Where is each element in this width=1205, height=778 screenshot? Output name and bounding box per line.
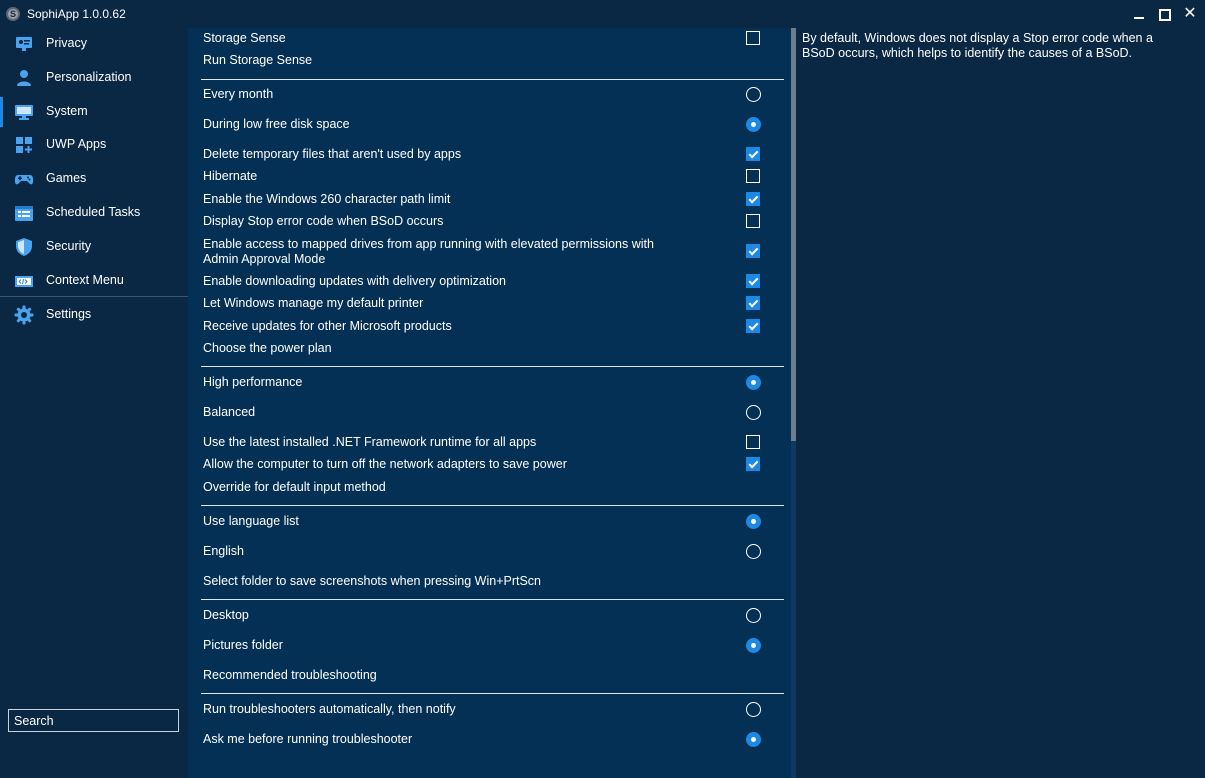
apps-icon [14, 135, 34, 155]
sidebar-item-label: Personalization [46, 70, 132, 84]
setting-label: Enable the Windows 260 character path limit [203, 192, 451, 206]
setting-label: Display Stop error code when BSoD occurs [203, 214, 444, 228]
checkbox-hibernate[interactable] [746, 169, 760, 183]
setting-label: High performance [203, 375, 303, 389]
checkbox-storage-sense[interactable] [746, 31, 760, 45]
setting-label: Use the latest installed .NET Framework runtime for all apps [203, 435, 537, 449]
radio-run-troubleshooters[interactable] [746, 702, 761, 717]
checkbox-delivery-optimization[interactable] [746, 274, 760, 288]
search-input[interactable] [8, 709, 179, 732]
close-icon: ✕ [1183, 5, 1197, 22]
section-header-run-storage-sense: Run Storage Sense [203, 53, 313, 67]
setting-label: Delete temporary files that aren't used by apps [203, 147, 462, 161]
sidebar-item-privacy[interactable] [0, 29, 188, 59]
setting-label: Use language list [203, 514, 299, 528]
sidebar [0, 28, 188, 778]
gamepad-icon [14, 169, 34, 189]
checkbox-default-printer[interactable] [746, 296, 760, 310]
window-title: SophiApp 1.0.0.62 [27, 7, 126, 21]
title-bar [0, 0, 1205, 28]
section-header-troubleshooting: Recommended troubleshooting [203, 668, 377, 682]
radio-low-disk-space[interactable] [746, 117, 761, 132]
monitor-icon [14, 102, 34, 122]
active-indicator [0, 97, 3, 127]
setting-label: English [203, 544, 244, 558]
sidebar-item-scheduled-tasks[interactable] [0, 198, 188, 228]
section-header-power-plan: Choose the power plan [203, 341, 332, 355]
description-panel [796, 28, 1205, 778]
setting-label: Balanced [203, 405, 256, 419]
setting-label: During low free disk space [203, 117, 350, 131]
radio-high-performance[interactable] [746, 375, 761, 390]
setting-label: Allow the computer to turn off the network adapters to save power [203, 457, 567, 471]
shield-icon [14, 237, 34, 257]
radio-ask-troubleshooter[interactable] [746, 732, 761, 747]
sidebar-item-security[interactable] [0, 232, 188, 262]
sidebar-item-system[interactable] [0, 97, 188, 127]
checkbox-dotnet-runtime[interactable] [746, 435, 760, 449]
sidebar-item-context-menu[interactable] [0, 266, 188, 296]
section-divider [201, 599, 784, 600]
setting-label: Desktop [203, 608, 249, 622]
sidebar-item-label: Privacy [46, 36, 87, 50]
sidebar-item-label: UWP Apps [46, 137, 107, 151]
radio-language-list[interactable] [746, 514, 761, 529]
setting-label: Hibernate [203, 169, 258, 183]
sidebar-item-personalization[interactable] [0, 63, 188, 93]
sidebar-item-label: Scheduled Tasks [46, 205, 141, 219]
section-header-screenshot-folder: Select folder to save screenshots when pressing Win+PrtScn [203, 574, 542, 588]
sidebar-item-uwp-apps[interactable] [0, 130, 188, 160]
radio-every-month[interactable] [746, 87, 761, 102]
sidebar-item-games[interactable] [0, 164, 188, 194]
checkbox-mapped-drives[interactable] [746, 244, 760, 258]
checkbox-path-limit[interactable] [746, 192, 760, 206]
section-divider [201, 366, 784, 367]
context-menu-icon [14, 271, 34, 291]
maximize-icon [1159, 9, 1171, 21]
sidebar-item-label: System [46, 104, 88, 118]
maximize-button[interactable] [1156, 6, 1172, 22]
setting-label: Every month [203, 87, 274, 101]
radio-english[interactable] [746, 544, 761, 559]
section-divider [201, 505, 784, 506]
close-button[interactable] [1182, 6, 1198, 22]
app-logo-icon: S [6, 7, 20, 21]
settings-panel [188, 28, 796, 778]
radio-pictures-folder[interactable] [746, 638, 761, 653]
privacy-icon [14, 34, 34, 54]
sidebar-item-settings[interactable] [0, 300, 188, 330]
sidebar-item-label: Context Menu [46, 273, 124, 287]
checkbox-network-adapters[interactable] [746, 457, 760, 471]
checkbox-delete-temp-files[interactable] [746, 147, 760, 161]
radio-desktop[interactable] [746, 608, 761, 623]
setting-label: Enable downloading updates with delivery optimization [203, 274, 506, 288]
person-icon [14, 68, 34, 88]
setting-label: Ask me before running troubleshooter [203, 732, 413, 746]
setting-label: Storage Sense [203, 31, 286, 45]
sidebar-item-label: Settings [46, 307, 92, 321]
gear-icon [14, 305, 34, 325]
checkbox-ms-updates[interactable] [746, 319, 760, 333]
minimize-button[interactable] [1131, 6, 1147, 22]
sidebar-item-label: Security [46, 239, 92, 253]
setting-label: Let Windows manage my default printer [203, 296, 424, 310]
sidebar-item-label: Games [46, 171, 87, 185]
sidebar-divider [0, 296, 188, 297]
section-divider [201, 693, 784, 694]
description-text: By default, Windows does not display a Stop error code when a BSoD occurs, which helps to identify the causes of a BSoD. [802, 31, 1153, 60]
tasks-icon [14, 203, 34, 223]
section-header-input-method: Override for default input method [203, 480, 386, 494]
setting-label: Run troubleshooters automatically, then notify [203, 702, 456, 716]
setting-label: Enable access to mapped drives from app running with elevated permissions with Admin Approval Mode [203, 237, 654, 266]
checkbox-bsod-code[interactable] [746, 214, 760, 228]
setting-label: Receive updates for other Microsoft products [203, 319, 452, 333]
section-divider [201, 79, 784, 80]
minimize-icon [1134, 17, 1144, 19]
radio-balanced[interactable] [746, 405, 761, 420]
setting-label: Pictures folder [203, 638, 283, 652]
